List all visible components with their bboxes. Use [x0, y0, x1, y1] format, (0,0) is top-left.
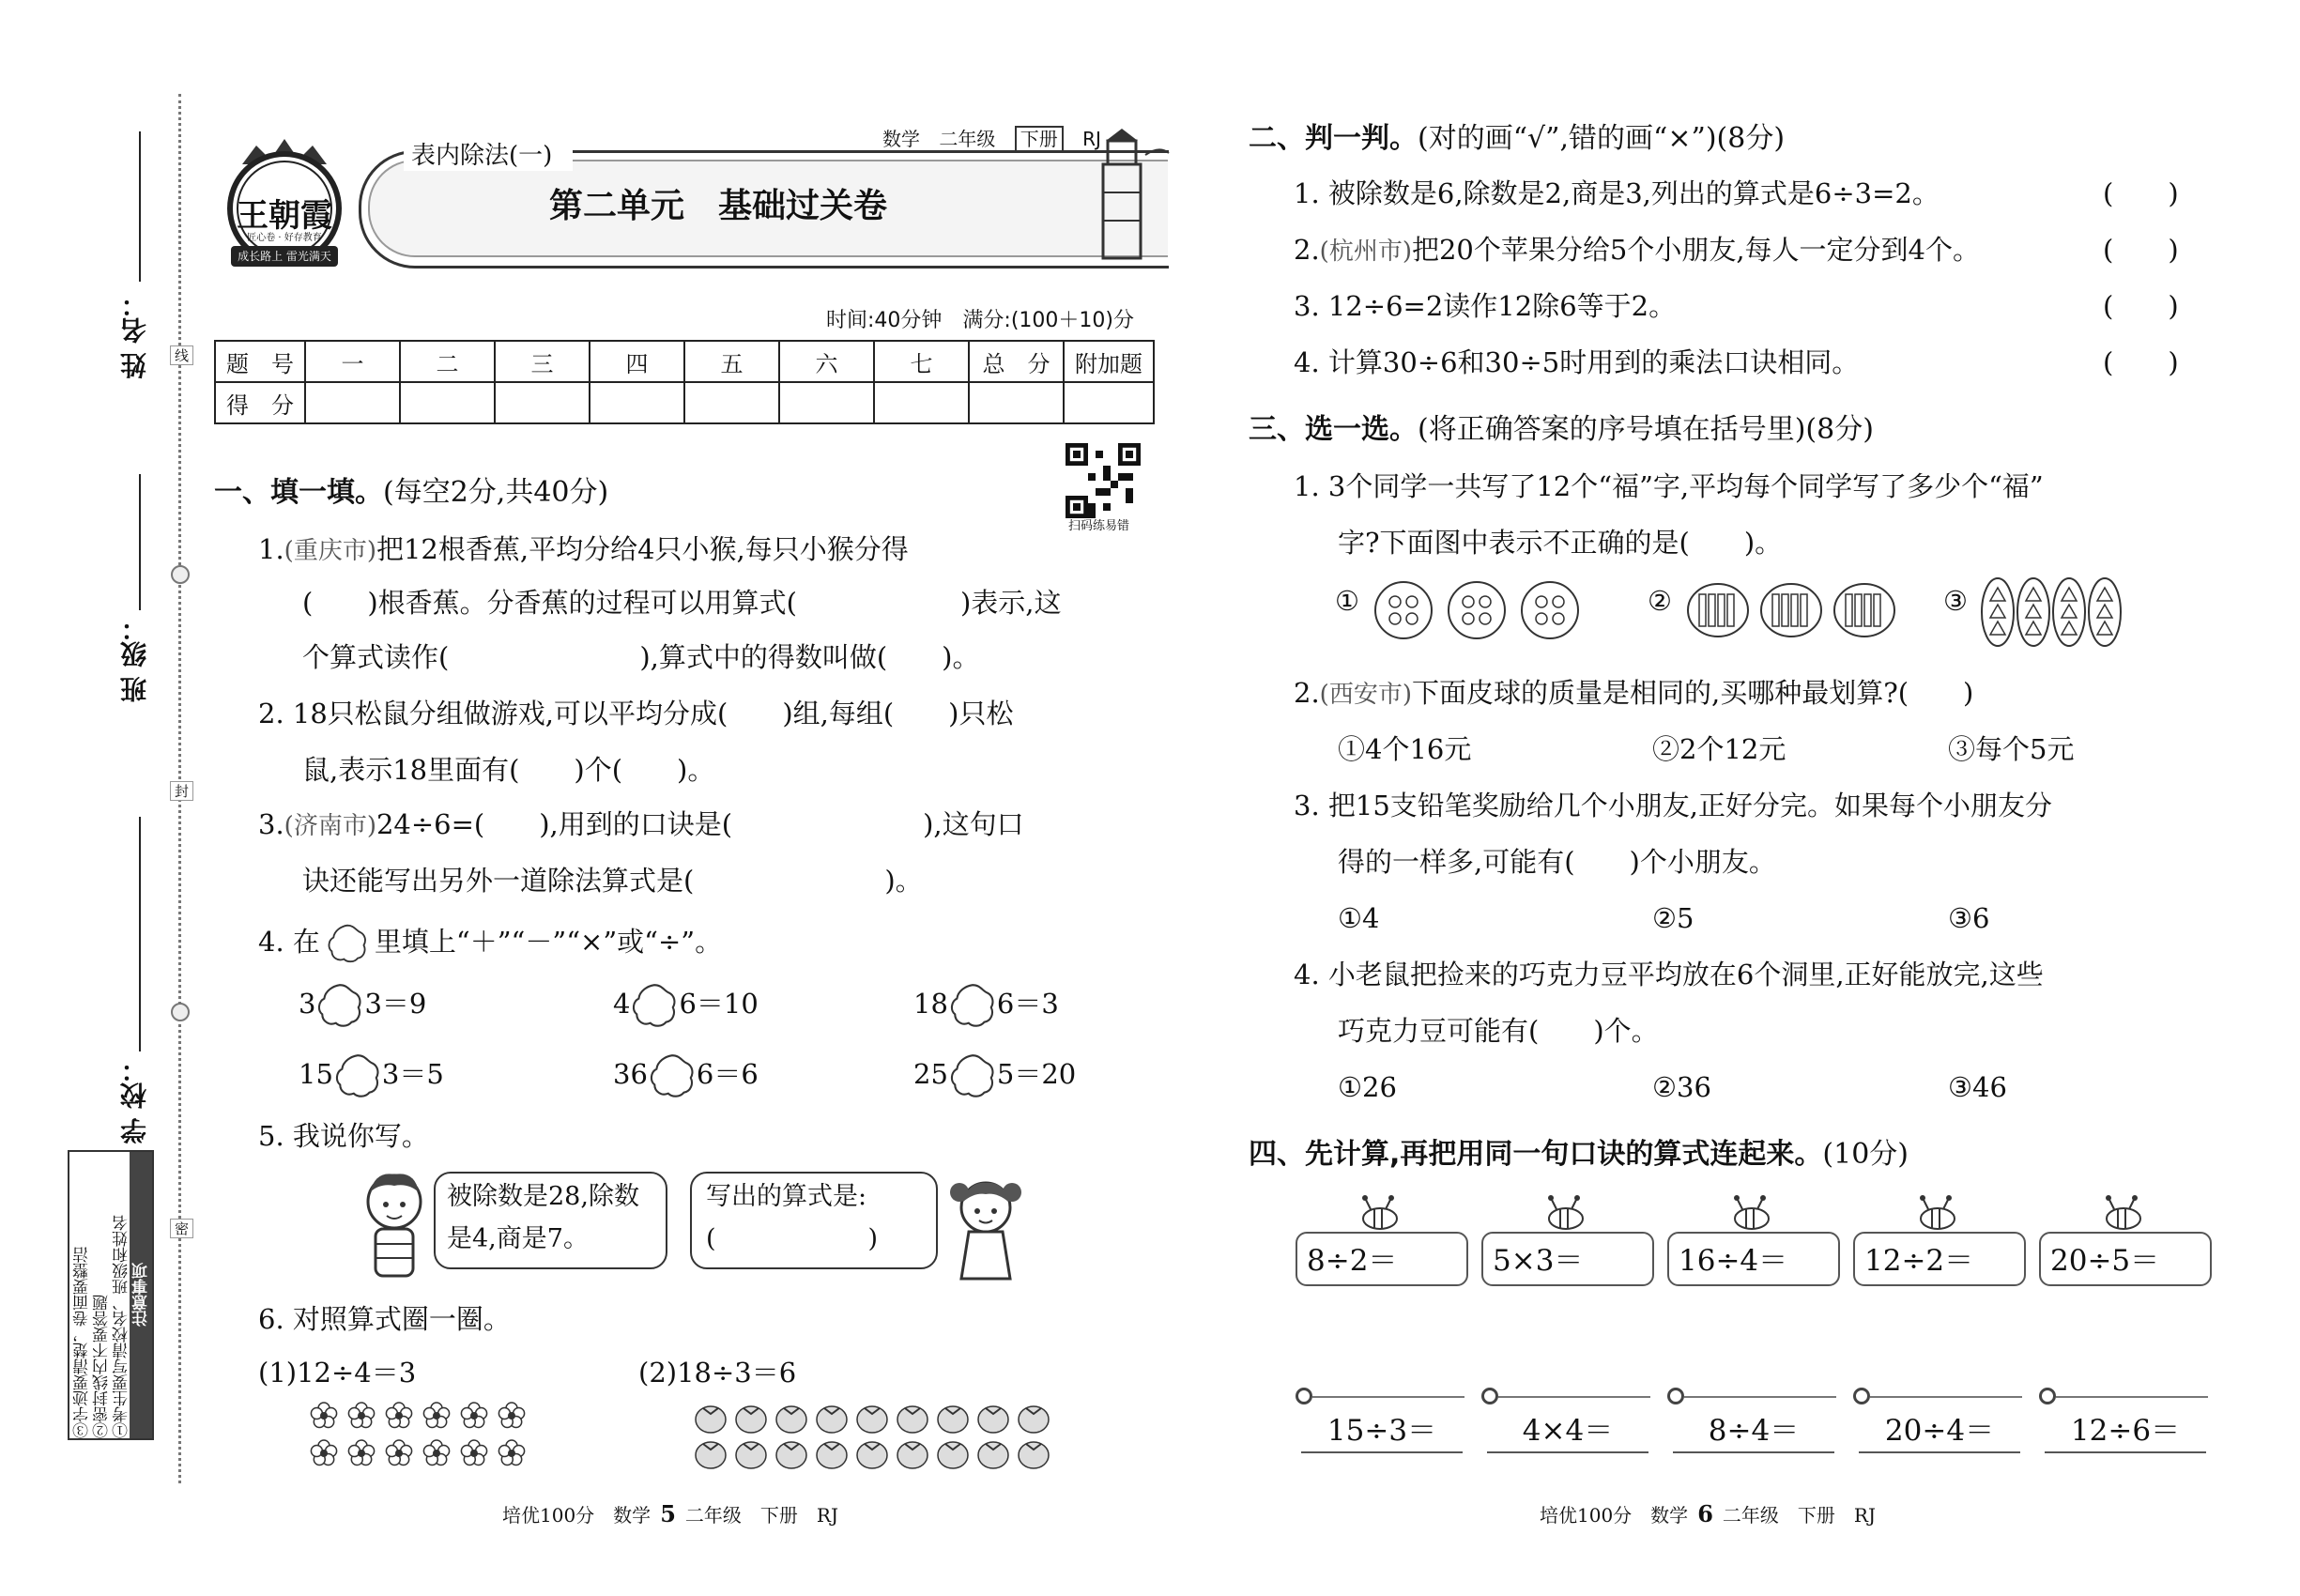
q3-text-a: 24÷6=( ),用到的口诀是( ),这句口 — [376, 808, 1024, 840]
bee-icon — [1724, 1194, 1780, 1232]
score-cell: 总 分 — [969, 341, 1064, 382]
class-label: 班 级： — [119, 615, 150, 703]
q4-item — [913, 981, 1059, 1030]
choice-2-option[interactable]: ②2个12元 — [1652, 733, 1786, 765]
q4-right: 5＝20 — [996, 1058, 1077, 1090]
strip-word-secret: 密 — [170, 1219, 193, 1238]
tomato-icon — [1019, 1406, 1049, 1433]
score-input[interactable] — [779, 382, 874, 423]
score-cell: 六 — [779, 341, 874, 382]
q6-part-2: (2)18÷3＝6 — [638, 1357, 797, 1389]
bee-icon — [1352, 1194, 1408, 1232]
tomato-icon — [696, 1442, 726, 1468]
judge-4-answer[interactable]: ( ) — [2103, 346, 2179, 378]
tomato-icon — [897, 1406, 928, 1433]
judge-2-answer[interactable]: ( ) — [2103, 234, 2179, 266]
flower-icon — [498, 1440, 524, 1466]
choice-3-option[interactable]: ①4 — [1338, 902, 1380, 934]
name-label: 姓 名： — [119, 291, 150, 379]
q4-right: 3＝9 — [364, 988, 427, 1020]
q4-item — [913, 1051, 1076, 1100]
notice-box — [68, 1150, 154, 1440]
brand-slogan: 成长路上 雷光满天 — [238, 250, 331, 263]
score-cell: 三 — [495, 341, 590, 382]
girl-cartoon-icon — [948, 1174, 1023, 1281]
judge-3-answer[interactable]: ( ) — [2103, 290, 2179, 322]
tomato-icon — [1019, 1442, 1049, 1468]
class-field[interactable] — [139, 474, 141, 610]
q6-title: 6. 对照算式圈一圈。 — [258, 1303, 511, 1335]
section-2-heading: 二、判一判。 — [1249, 122, 1418, 155]
score-input[interactable] — [969, 382, 1064, 423]
footer-left-b: 二年级 下册 RJ — [684, 1504, 838, 1527]
tomato-icon — [978, 1406, 1008, 1433]
triangle-group-icon — [2089, 578, 2121, 646]
tomato-icon — [736, 1406, 766, 1433]
tomato-icon — [776, 1406, 806, 1433]
bottom-equation[interactable]: 12÷6＝ — [2045, 1410, 2206, 1453]
connect-dot-icon[interactable] — [1296, 1388, 1312, 1404]
circle-group-icon — [1375, 582, 1432, 638]
flower-blank-icon[interactable] — [948, 981, 997, 1030]
section-3-title — [1249, 411, 1874, 449]
bee-icon — [1909, 1194, 1966, 1232]
q6-part-1: (1)12÷4＝3 — [258, 1357, 417, 1389]
choice-4-option[interactable]: ③46 — [1948, 1071, 2007, 1103]
footer-right-b: 二年级 下册 RJ — [1722, 1504, 1876, 1527]
flower-icon — [423, 1403, 449, 1428]
q4-post: 里填上“＋”“－”“×”或“÷”。 — [374, 926, 723, 958]
bottom-equation[interactable]: 20÷4＝ — [1859, 1410, 2020, 1453]
bar-group-icon — [1761, 584, 1821, 637]
q1-line-1 — [258, 530, 909, 570]
choice-3-line-1: 3. 把15支铅笔奖励给几个小朋友,正好分完。如果每个小朋友分 — [1294, 790, 2053, 821]
q4-right: 6＝6 — [696, 1058, 759, 1090]
tomato-icon — [978, 1442, 1008, 1468]
tomato-icon — [696, 1406, 726, 1433]
flower-icon — [498, 1403, 524, 1428]
q1-line-2: ( )根香蕉。分香蕉的过程可以用算式( )表示,这 — [302, 587, 1062, 619]
score-input[interactable] — [1064, 382, 1154, 423]
score-cell: 附加题 — [1064, 341, 1154, 382]
choice-2-number: 2. — [1294, 677, 1320, 709]
footer-right — [1540, 1500, 1876, 1527]
meta-term: 下册 — [1015, 126, 1064, 152]
bubble-2-answer[interactable]: ( ) — [706, 1224, 879, 1253]
flower-icon — [461, 1403, 486, 1428]
score-input[interactable] — [684, 382, 779, 423]
q3-line-1 — [258, 806, 1024, 845]
flower-blank-icon[interactable] — [333, 1051, 382, 1100]
section-4-heading: 四、先计算,再把用同一句口诀的算式连起来。 — [1249, 1138, 1823, 1171]
brand-logo — [214, 131, 355, 272]
choice-3-option[interactable]: ③6 — [1948, 902, 1990, 934]
section-3-note: (将正确答案的序号填在括号里)(8分) — [1418, 413, 1874, 446]
judge-3: 3. 12÷6=2读作12除6等于2。 — [1294, 290, 1677, 322]
score-input[interactable] — [495, 382, 590, 423]
bottom-equation[interactable]: 15÷3＝ — [1301, 1410, 1463, 1453]
bottom-equation[interactable]: 8÷4＝ — [1673, 1410, 1834, 1453]
tomato-icon — [857, 1442, 887, 1468]
connect-dot-icon[interactable] — [1853, 1388, 1870, 1404]
meta-edition: RJ — [1082, 128, 1101, 150]
score-value-row — [215, 382, 1154, 423]
footer-left-a: 培优100分 数学 — [502, 1504, 652, 1527]
brand-small: 匠心卷 · 好存教育 — [247, 233, 322, 243]
top-equation-box[interactable]: 16÷4＝ — [1667, 1232, 1840, 1286]
q4-left: 4 — [613, 988, 631, 1020]
score-cell: 二 — [400, 341, 495, 382]
connect-line — [2056, 1396, 2208, 1398]
q4-right: 6＝3 — [996, 988, 1059, 1020]
q4-item — [299, 1051, 444, 1100]
score-cell: 题 号 — [215, 341, 305, 382]
flower-icon — [461, 1440, 486, 1466]
flower-icon — [311, 1440, 336, 1466]
qr-caption: 扫码练易错 — [1068, 519, 1130, 533]
q4-left: 36 — [613, 1058, 648, 1090]
q3-line-2: 诀还能写出另外一道除法算式是( )。 — [302, 865, 923, 897]
footer-right-a: 培优100分 数学 — [1540, 1504, 1689, 1527]
connect-line — [1870, 1396, 2022, 1398]
school-label: 学 校： — [119, 1056, 150, 1144]
q4-right: 6＝10 — [679, 988, 759, 1020]
unit-subtitle: 表内除法(一) — [411, 142, 553, 170]
score-header-row — [215, 341, 1154, 382]
q1-text-a: 把12根香蕉,平均分给4只小猴,每只小猴分得 — [376, 533, 909, 565]
circle-group-icon — [1449, 582, 1505, 638]
q4-instruction — [258, 922, 722, 965]
option-3-triangles-figure — [1979, 575, 2129, 650]
tomato-icon — [736, 1442, 766, 1468]
brand-name: 王朝霞 — [237, 197, 332, 235]
qr-code-icon[interactable] — [1066, 443, 1141, 518]
score-input[interactable] — [305, 382, 400, 423]
binding-ring-icon — [171, 565, 190, 584]
meta-row — [882, 124, 1101, 151]
q4-pre: 4. 在 — [258, 926, 320, 958]
q4-item — [299, 981, 426, 1030]
top-equation-box[interactable]: 12÷2＝ — [1853, 1232, 2026, 1286]
q1-number: 1. — [258, 533, 284, 565]
flower-blank-icon[interactable] — [315, 981, 364, 1030]
choice-2 — [1294, 674, 1973, 714]
bottom-equation[interactable]: 4×4＝ — [1487, 1410, 1648, 1453]
q4-left: 25 — [913, 1058, 948, 1090]
notice-1: ①考生要写清校名、班级和姓名 — [113, 1215, 131, 1438]
connect-dot-icon[interactable] — [2039, 1388, 2056, 1404]
flower-blank-icon[interactable] — [630, 981, 679, 1030]
tomato-icon — [938, 1406, 968, 1433]
triangle-group-icon — [2017, 578, 2049, 646]
strip-word-line: 线 — [170, 345, 193, 365]
choice-1-line-2: 字?下面图中表示不正确的是( )。 — [1338, 527, 1783, 559]
tomato-icon — [938, 1442, 968, 1468]
q4-item — [613, 981, 759, 1030]
flower-icon — [386, 1440, 411, 1466]
option-2-bars-figure — [1685, 577, 1901, 643]
choice-3-line-2: 得的一样多,可能有( )个小朋友。 — [1338, 846, 1776, 878]
q4-left: 3 — [299, 988, 316, 1020]
flower-icon — [348, 1403, 374, 1428]
school-field[interactable] — [139, 817, 141, 1051]
triangle-group-icon — [1982, 578, 2014, 646]
score-cell: 一 — [305, 341, 400, 382]
choice-2-option[interactable]: ③每个5元 — [1948, 733, 2075, 765]
tomato-icon — [897, 1442, 928, 1468]
q5-title: 5. 我说你写。 — [258, 1120, 429, 1152]
choice-1-line-1: 1. 3个同学一共写了12个“福”字,平均每个同学写了多少个“福” — [1294, 470, 2044, 502]
flower-icon — [423, 1440, 449, 1466]
q1-city: (重庆市) — [284, 537, 376, 565]
q3-city: (济南市) — [284, 812, 376, 840]
judge-2-city: (杭州市) — [1319, 238, 1412, 266]
choice-2-city: (西安市) — [1319, 681, 1412, 709]
flowers-group[interactable] — [305, 1399, 540, 1474]
notice-3: ③字迹要清楚，卷面要整洁 — [73, 1247, 92, 1438]
bar-group-icon — [1834, 584, 1894, 637]
score-input[interactable] — [874, 382, 969, 423]
bubble-1-line-2: 是4,商是7。 — [447, 1224, 589, 1253]
judge-4: 4. 计算30÷6和30÷5时用到的乘法口诀相同。 — [1294, 346, 1860, 378]
q2-line-2: 鼠,表示18里面有( )个( )。 — [302, 754, 715, 786]
tomato-icon — [857, 1406, 887, 1433]
q2-line-1: 2. 18只松鼠分组做游戏,可以平均分成( )组,每组( )只松 — [258, 698, 1014, 729]
choice-1-option-label[interactable]: ② — [1648, 585, 1672, 617]
judge-1-answer[interactable]: ( ) — [2103, 177, 2179, 209]
flower-blank-icon — [326, 922, 369, 965]
bee-icon — [2095, 1194, 2152, 1232]
judge-2-text: 把20个苹果分给5个小朋友,每人一定分到4个。 — [1411, 234, 1980, 266]
page-title: 第二单元 基础过关卷 — [549, 187, 888, 225]
strip-word-seal: 封 — [170, 781, 193, 801]
choice-1-option-label[interactable]: ③ — [1943, 585, 1968, 617]
section-2-title — [1249, 120, 1785, 158]
score-input[interactable] — [590, 382, 684, 423]
connect-line — [1498, 1396, 1650, 1398]
choice-2-option[interactable]: ①4个16元 — [1338, 733, 1472, 765]
bubble-2-line-1: 写出的算式是: — [706, 1182, 867, 1211]
choice-4-option[interactable]: ②36 — [1652, 1071, 1711, 1103]
score-row-label: 得 分 — [215, 382, 305, 423]
choice-4-line-2: 巧克力豆可能有( )个。 — [1338, 1015, 1659, 1047]
name-field[interactable] — [139, 131, 141, 282]
section-1-heading: 一、填一填。 — [214, 476, 383, 509]
lighthouse-icon — [1080, 127, 1183, 268]
connect-line — [1312, 1396, 1464, 1398]
connect-dot-icon[interactable] — [1481, 1388, 1498, 1404]
flower-icon — [386, 1403, 411, 1428]
page-number-left: 5 — [660, 1500, 676, 1527]
score-cell: 五 — [684, 341, 779, 382]
time-score: 时间:40分钟 满分:(100＋10)分 — [826, 309, 1134, 332]
section-1-note: (每空2分,共40分) — [383, 476, 609, 509]
bar-group-icon — [1688, 584, 1748, 637]
q4-left: 15 — [299, 1058, 333, 1090]
q4-item — [613, 1051, 759, 1100]
q3-number: 3. — [258, 808, 284, 840]
notice-title: 注意事项 — [130, 1152, 152, 1438]
top-equation-box[interactable]: 8÷2＝ — [1296, 1232, 1468, 1286]
q4-grid — [299, 981, 1162, 1113]
tomato-icon — [817, 1442, 847, 1468]
judge-1: 1. 被除数是6,除数是2,商是3,列出的算式是6÷3=2。 — [1294, 177, 1940, 209]
notice-2: ②密封线内不要答题 — [93, 1295, 112, 1438]
q1-line-3: 个算式读作( ),算式中的得数叫做( )。 — [302, 641, 980, 673]
section-2-note: (对的画“√”,错的画“×”)(8分) — [1418, 122, 1786, 155]
option-1-circles-figure — [1371, 577, 1587, 643]
flower-blank-icon[interactable] — [648, 1051, 697, 1100]
bubble-1-line-1: 被除数是28,除数 — [447, 1182, 639, 1211]
section-4-title — [1249, 1136, 1909, 1174]
top-equation-box[interactable]: 20÷5＝ — [2039, 1232, 2212, 1286]
triangle-group-icon — [2053, 578, 2085, 646]
flower-icon — [348, 1440, 374, 1466]
binding-ring-icon — [171, 1003, 190, 1021]
score-table — [214, 340, 1155, 424]
meta-subject: 数学 — [882, 128, 920, 150]
connect-line — [1684, 1396, 1836, 1398]
page-number-right: 6 — [1697, 1500, 1713, 1527]
score-cell: 四 — [590, 341, 684, 382]
connect-dot-icon[interactable] — [1667, 1388, 1684, 1404]
judge-2 — [1294, 231, 1980, 270]
choice-3-option[interactable]: ②5 — [1652, 902, 1694, 934]
footer-left — [502, 1500, 838, 1527]
choice-1-option-label[interactable]: ① — [1335, 585, 1359, 617]
boy-cartoon-icon — [357, 1169, 432, 1281]
judge-2-number: 2. — [1294, 234, 1320, 266]
circle-group-icon — [1522, 582, 1578, 638]
section-4-note: (10分) — [1822, 1138, 1909, 1171]
choice-4-line-1: 4. 小老鼠把捡来的巧克力豆平均放在6个洞里,正好能放完,这些 — [1294, 959, 2044, 990]
section-3-heading: 三、选一选。 — [1249, 413, 1418, 446]
score-cell: 七 — [874, 341, 969, 382]
bee-icon — [1538, 1194, 1594, 1232]
score-input[interactable] — [400, 382, 495, 423]
tomato-icon — [817, 1406, 847, 1433]
flower-icon — [311, 1403, 336, 1428]
q4-left: 18 — [913, 988, 948, 1020]
tomatoes-group[interactable] — [690, 1399, 1084, 1474]
q4-right: 3＝5 — [381, 1058, 444, 1090]
top-equation-box[interactable]: 5×3＝ — [1481, 1232, 1654, 1286]
section-1-title — [214, 474, 608, 512]
choice-4-option[interactable]: ①26 — [1338, 1071, 1397, 1103]
flower-blank-icon[interactable] — [948, 1051, 997, 1100]
meta-grade: 二年级 — [939, 128, 996, 150]
choice-2-text: 下面皮球的质量是相同的,买哪种最划算?( ) — [1411, 677, 1974, 709]
tomato-icon — [776, 1442, 806, 1468]
